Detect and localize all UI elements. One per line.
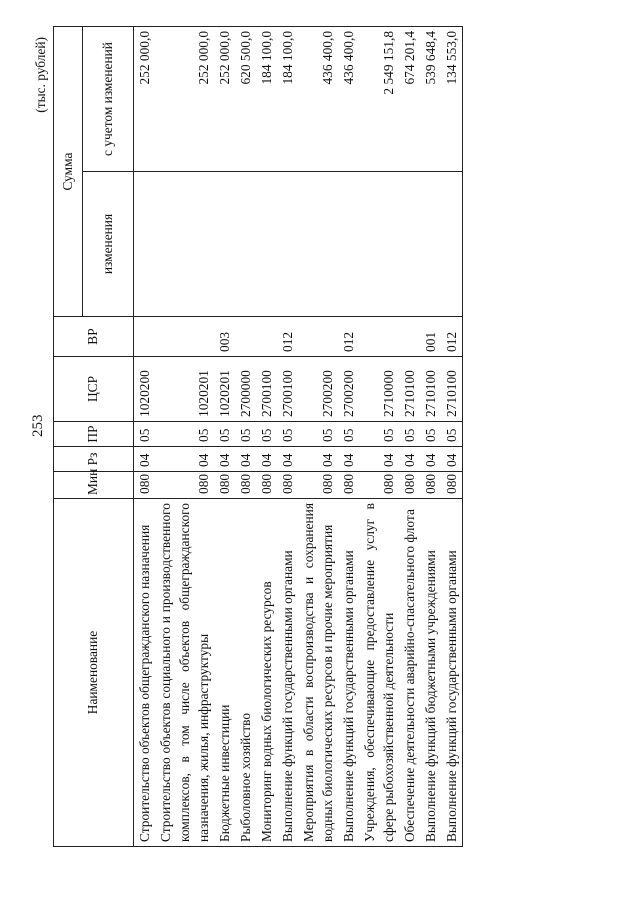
- units-label: (тыс. рублей): [33, 37, 48, 113]
- table-row: [277, 26, 298, 846]
- header-csr: ЦСР: [54, 357, 134, 422]
- min-cell: 080: [441, 472, 463, 499]
- rz-cell: 04: [359, 447, 399, 472]
- changes-cell: [277, 172, 298, 317]
- pr-cell: 05: [359, 422, 399, 447]
- rz-cell: 04: [298, 447, 338, 472]
- csr-cell: 1020200: [134, 357, 156, 422]
- min-cell: 080: [338, 472, 359, 499]
- rz-cell: 04: [441, 447, 463, 472]
- total-cell: 674 201,4: [399, 26, 420, 171]
- changes-cell: [420, 172, 441, 317]
- name-cell: Выполнение функций государственными органами: [441, 499, 463, 847]
- name-cell: Рыболовное хозяйство: [235, 499, 256, 847]
- rz-cell: 04: [338, 447, 359, 472]
- vr-cell: [359, 317, 399, 357]
- vr-cell: [155, 317, 214, 357]
- min-cell: 080: [399, 472, 420, 499]
- vr-cell: [256, 317, 277, 357]
- table-row: [359, 26, 399, 846]
- vr-cell: [298, 317, 338, 357]
- min-cell: 080: [277, 472, 298, 499]
- total-cell: 436 400,0: [338, 26, 359, 171]
- vr-cell: 012: [277, 317, 298, 357]
- min-cell: 080: [235, 472, 256, 499]
- header-rz: Рз: [54, 447, 134, 472]
- csr-cell: 2700100: [277, 357, 298, 422]
- name-cell: Строительство объектов социального и производственного комплексов, в том числе объектов общегражданского назначения, жилья, инфраструктуры: [155, 499, 214, 847]
- min-cell: 080: [359, 472, 399, 499]
- table-row: [256, 26, 277, 846]
- min-cell: 080: [256, 472, 277, 499]
- min-cell: 080: [214, 472, 235, 499]
- total-cell: 436 400,0: [298, 26, 338, 171]
- total-cell: 252 000,0: [134, 26, 156, 171]
- pr-cell: 05: [256, 422, 277, 447]
- table-row: [298, 26, 338, 846]
- page-number: 253: [30, 414, 46, 437]
- vr-cell: [235, 317, 256, 357]
- csr-cell: 2710100: [420, 357, 441, 422]
- changes-cell: [235, 172, 256, 317]
- pr-cell: 05: [214, 422, 235, 447]
- header-min: Мин: [54, 472, 134, 499]
- name-cell: Мониторинг водных биологических ресурсов: [256, 499, 277, 847]
- changes-cell: [359, 172, 399, 317]
- changes-cell: [214, 172, 235, 317]
- vr-cell: [134, 317, 156, 357]
- csr-cell: 2710100: [441, 357, 463, 422]
- total-cell: 2 549 151,8: [359, 26, 399, 171]
- pr-cell: 05: [298, 422, 338, 447]
- name-cell: Строительство объектов общегражданского назначения: [134, 499, 156, 847]
- min-cell: 080: [155, 472, 214, 499]
- csr-cell: 2700100: [256, 357, 277, 422]
- header-row: [54, 26, 83, 846]
- rz-cell: 04: [277, 447, 298, 472]
- vr-cell: 003: [214, 317, 235, 357]
- rz-cell: 04: [134, 447, 156, 472]
- vr-cell: 012: [338, 317, 359, 357]
- table-row: [338, 26, 359, 846]
- table-row: [214, 26, 235, 846]
- budget-table: [53, 26, 463, 847]
- csr-cell: 1020201: [155, 357, 214, 422]
- changes-cell: [155, 172, 214, 317]
- rz-cell: 04: [235, 447, 256, 472]
- csr-cell: 2700000: [235, 357, 256, 422]
- table-row: [399, 26, 420, 846]
- pr-cell: 05: [235, 422, 256, 447]
- rz-cell: 04: [155, 447, 214, 472]
- name-cell: Мероприятия в области воспроизводства и сохранения водных биологических ресурсов и прочие мероприятия: [298, 499, 338, 847]
- table-row: [420, 26, 441, 846]
- header-sum: Сумма: [54, 26, 83, 316]
- name-cell: Выполнение функций государственными органами: [338, 499, 359, 847]
- table-row: [134, 26, 156, 846]
- total-cell: 184 100,0: [277, 26, 298, 171]
- csr-cell: 2700200: [338, 357, 359, 422]
- total-cell: 184 100,0: [256, 26, 277, 171]
- changes-cell: [134, 172, 156, 317]
- csr-cell: 2710100: [399, 357, 420, 422]
- vr-cell: [399, 317, 420, 357]
- changes-cell: [338, 172, 359, 317]
- budget-table-page: [27, 27, 567, 847]
- pr-cell: 05: [441, 422, 463, 447]
- table-row: [155, 26, 214, 846]
- pr-cell: 05: [399, 422, 420, 447]
- header-with-changes: с учетом изменений: [83, 26, 134, 171]
- pr-cell: 05: [155, 422, 214, 447]
- changes-cell: [298, 172, 338, 317]
- pr-cell: 05: [420, 422, 441, 447]
- min-cell: 080: [134, 472, 156, 499]
- pr-cell: 05: [277, 422, 298, 447]
- total-cell: 620 500,0: [235, 26, 256, 171]
- total-cell: 539 648,4: [420, 26, 441, 171]
- rz-cell: 04: [420, 447, 441, 472]
- table-row: [441, 26, 463, 846]
- changes-cell: [256, 172, 277, 317]
- rz-cell: 04: [399, 447, 420, 472]
- pr-cell: 05: [338, 422, 359, 447]
- total-cell: 252 000,0: [214, 26, 235, 171]
- name-cell: Учреждения, обеспечивающие предоставление услуг в сфере рыбохозяйственной деятельности: [359, 499, 399, 847]
- pr-cell: 05: [134, 422, 156, 447]
- total-cell: 134 553,0: [441, 26, 463, 171]
- total-cell: 252 000,0: [155, 26, 214, 171]
- changes-cell: [399, 172, 420, 317]
- header-changes: изменения: [83, 172, 134, 317]
- vr-cell: 012: [441, 317, 463, 357]
- name-cell: Выполнение функций государственными органами: [277, 499, 298, 847]
- header-name: Наименование: [54, 499, 134, 847]
- table-body: [134, 26, 463, 846]
- table-row: [235, 26, 256, 846]
- min-cell: 080: [298, 472, 338, 499]
- rz-cell: 04: [214, 447, 235, 472]
- header-vr: ВР: [54, 317, 134, 357]
- rz-cell: 04: [256, 447, 277, 472]
- changes-cell: [441, 172, 463, 317]
- csr-cell: 1020201: [214, 357, 235, 422]
- name-cell: Бюджетные инвестиции: [214, 499, 235, 847]
- csr-cell: 2710000: [359, 357, 399, 422]
- name-cell: Обеспечение деятельности аварийно-спасательного флота: [399, 499, 420, 847]
- min-cell: 080: [420, 472, 441, 499]
- vr-cell: 001: [420, 317, 441, 357]
- csr-cell: 2700200: [298, 357, 338, 422]
- header-pr: ПР: [54, 422, 134, 447]
- name-cell: Выполнение функций бюджетными учреждениями: [420, 499, 441, 847]
